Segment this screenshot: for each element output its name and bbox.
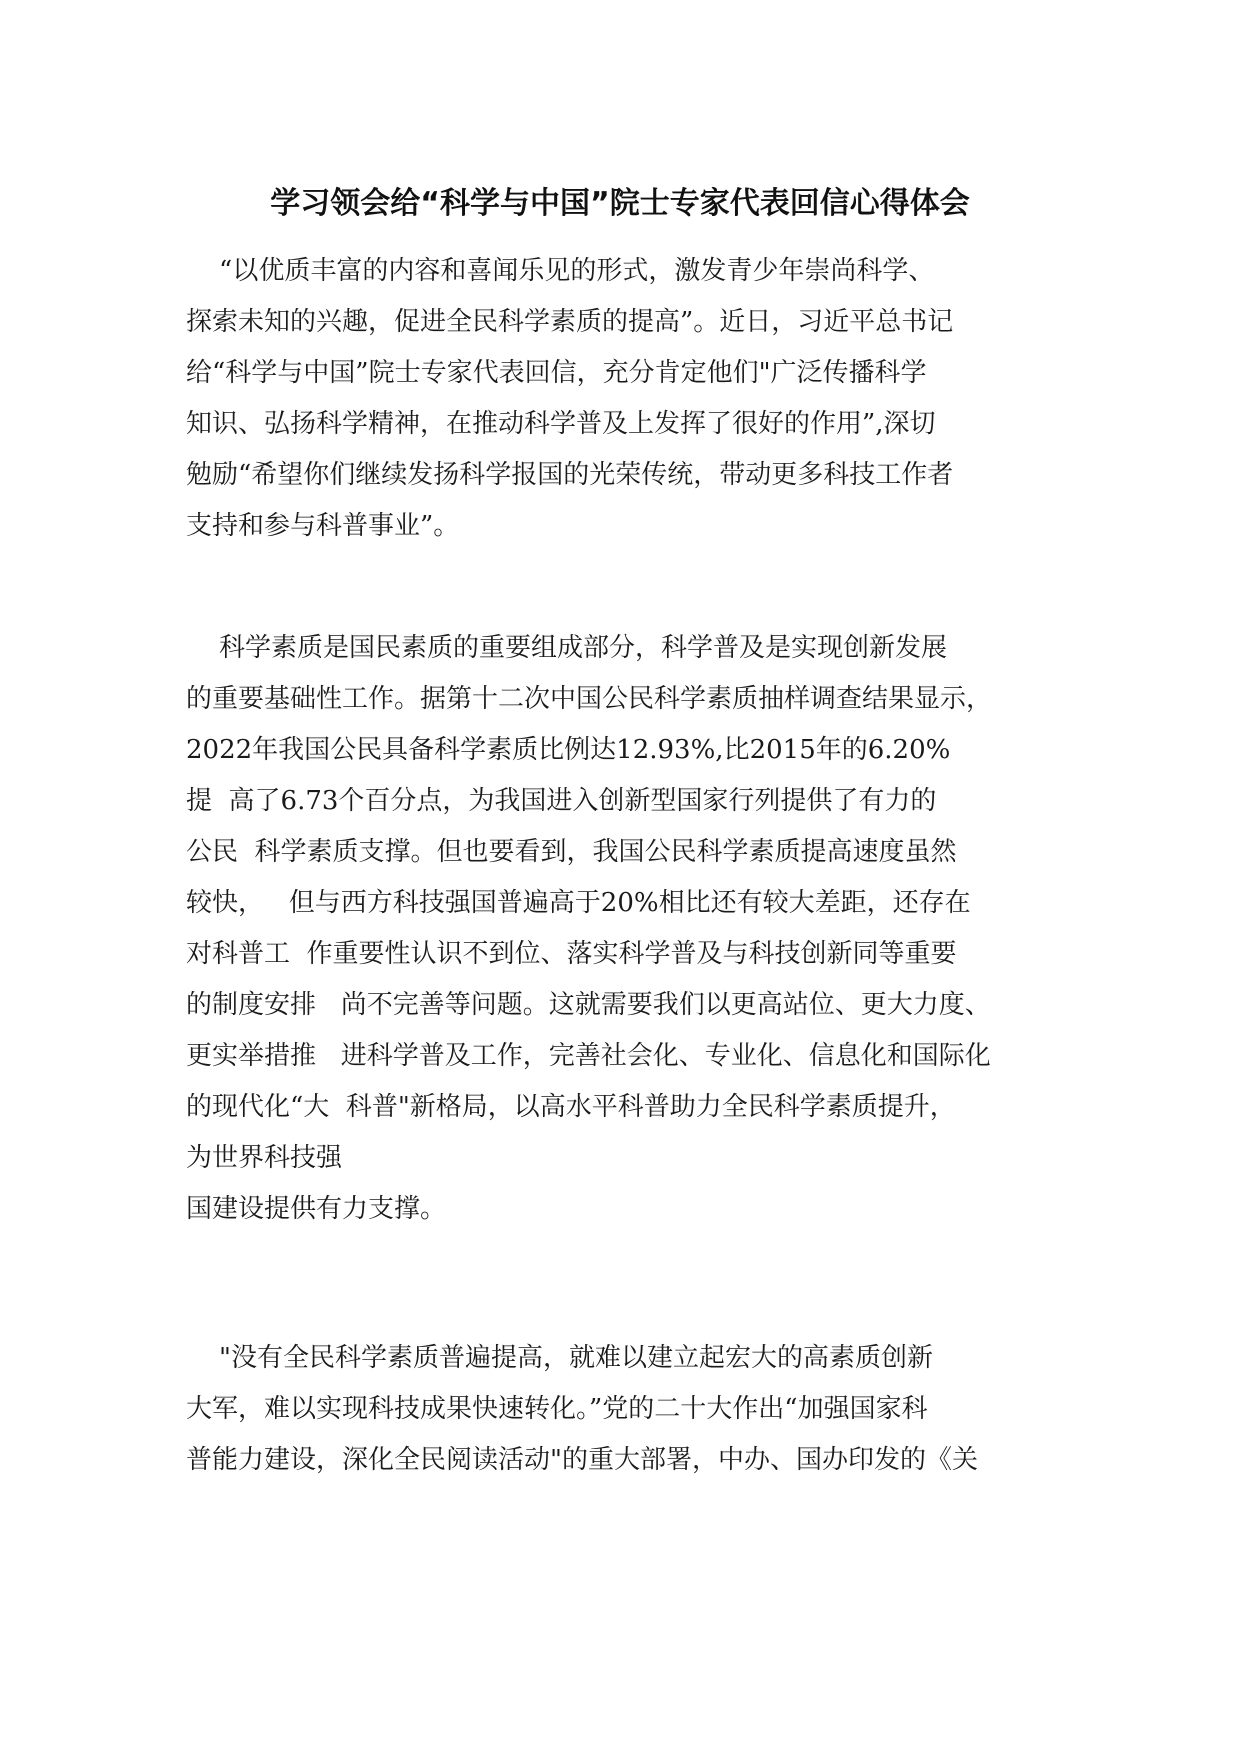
text-line: 给“科学与中国”院士专家代表回信，充分肯定他们"广泛传播科学 <box>186 358 927 388</box>
text-line: 较快， 但与西方科技强国普遍高于20%相比还有较大差距，还存在 <box>186 888 971 918</box>
text-line: “以优质丰富的内容和喜闻乐见的形式，激发青少年崇尚科学、 <box>186 256 935 286</box>
text-line: 支持和参与科普事业”。 <box>186 511 460 541</box>
text-line: 公民 科学素质支撑。但也要看到，我国公民科学素质提高速度虽然 <box>186 837 957 867</box>
text-line: 科学素质是国民素质的重要组成部分，科学普及是实现创新发展 <box>186 633 948 663</box>
text-line: 探索未知的兴趣，促进全民科学素质的提高”。近日，习近平总书记 <box>186 307 954 337</box>
paragraph-3 <box>186 1333 1066 1486</box>
text-line: 提 高了6.73个百分点，为我国进入创新型国家行列提供了有力的 <box>186 786 937 816</box>
text-line: 的重要基础性工作。据第十二次中国公民科学素质抽样调查结果显示， <box>186 684 993 714</box>
document-title: 学习领会给“科学与中国”院士专家代表回信心得体会 <box>270 186 970 221</box>
text-line: 对科普工 作重要性认识不到位、落实科学普及与科技创新同等重要 <box>186 939 957 969</box>
text-line: 国建设提供有力支撑。 <box>186 1194 447 1224</box>
text-line: 的制度安排 尚不完善等问题。这就需要我们以更高站位、更大力度、 <box>186 990 991 1020</box>
text-line: 大军，难以实现科技成果快速转化。”党的二十大作出“加强国家科 <box>186 1394 928 1424</box>
text-line: "没有全民科学素质普遍提高，就难以建立起宏大的高素质创新 <box>186 1343 934 1373</box>
paragraph-2 <box>186 623 1066 1235</box>
text-line: 更实举措推 进科学普及工作，完善社会化、专业化、信息化和国际化 <box>186 1041 991 1071</box>
text-line: 勉励“希望你们继续发扬科学报国的光荣传统，带动更多科技工作者 <box>186 460 954 490</box>
text-line: 的现代化“大 科普"新格局，以高水平科普助力全民科学素质提升， <box>186 1092 956 1122</box>
text-line: 2022年我国公民具备科学素质比例达12.93%,比2015年的6.20% <box>186 735 951 765</box>
paragraph-1 <box>186 246 1066 552</box>
text-line: 普能力建设，深化全民阅读活动"的重大部署，中办、国办印发的《关 <box>186 1445 978 1475</box>
text-line: 为世界科技强 <box>186 1143 343 1173</box>
text-line: 知识、弘扬科学精神，在推动科学普及上发挥了很好的作用”,深切 <box>186 409 936 439</box>
